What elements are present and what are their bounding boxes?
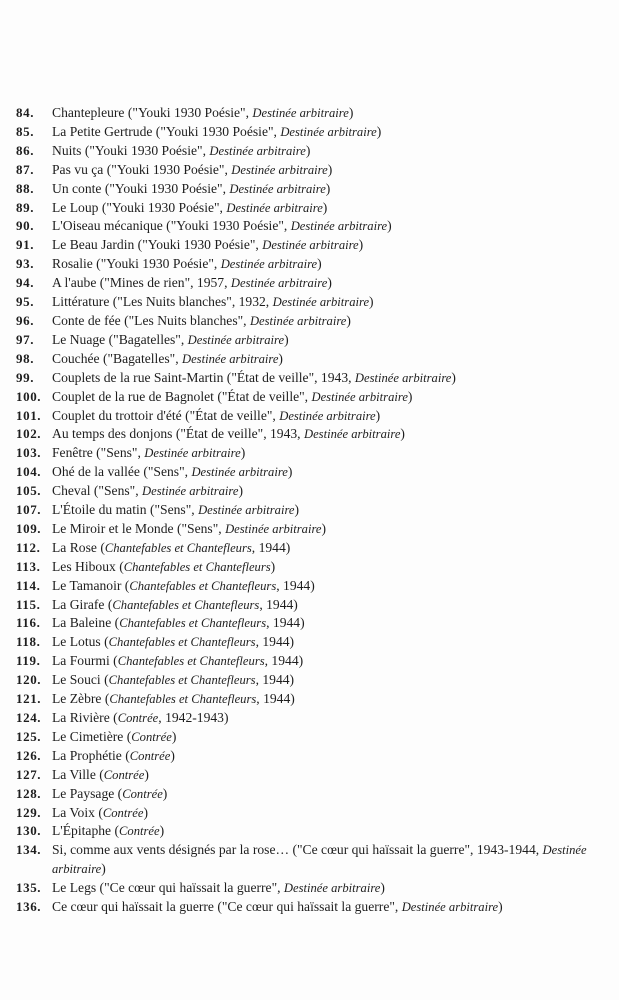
entry-text-part: Le Tamanoir ( [52,577,130,593]
source-title: Destinée arbitraire [187,332,285,347]
list-item [16,123,613,142]
entry-text-part: L'Étoile du matin ("Sens", [52,502,199,518]
entry-number: 125. [16,728,42,744]
source-title: Destinée arbitraire [252,106,349,120]
source-title: Destinée arbitraire [231,162,328,177]
entry-text [52,199,613,218]
entry-number: 105. [16,483,42,499]
entry-text-part: ) [376,123,382,139]
source-title: Destinée arbitraire [283,881,381,896]
list-item [16,728,613,747]
source-title: Chantefables et Chantefleurs [117,654,265,669]
source-title: Chantefables et Chantefleurs [119,616,267,631]
source-title: Destinée arbitraire [401,900,499,915]
entry-text-part: La Prophétie ( [52,747,130,763]
list-item [16,898,613,917]
list-item [16,463,613,482]
entry-text-part: La Voix ( [52,804,103,820]
entry-text-part: Littérature ("Les Nuits blanches", 1932, [52,294,273,310]
list-item [16,388,613,407]
source-title: Destinée arbitraire [220,257,318,272]
entry-text-part: , 1942-1943) [158,710,229,725]
list-item [16,180,613,199]
list-item [16,671,613,690]
entry-text [52,217,613,236]
entry-text [52,804,613,823]
source-title: Contrée [102,805,144,820]
list-item [16,293,613,312]
list-item [16,690,613,709]
entry-number: 109. [16,520,42,536]
entry-text [52,841,613,879]
entry-text-part: ) [321,520,327,536]
entry-text-part: Le Cimetière ( [52,728,132,744]
entry-text-part: La Petite Gertrude ("Youki 1930 Poésie", [52,123,281,139]
entry-text-part: , 1944) [264,653,304,669]
entry-text-part: ) [238,483,243,499]
list-item [16,633,613,652]
entry-number: 115. [16,596,41,612]
entry-text [52,425,613,444]
entry-text [52,539,613,558]
entry-text-part: L'Oiseau mécanique ("Youki 1930 Poésie", [52,218,291,234]
entry-text-part: ) [287,464,293,480]
entry-number: 124. [16,710,42,725]
entry-text [52,142,613,161]
list-item [16,331,613,350]
entry-number: 84. [16,105,35,120]
entry-text-part: La Rivière ( [52,710,118,725]
list-item [16,236,613,255]
entry-number: 129. [16,804,42,820]
source-title: Chantefables et Chantefleurs [129,578,277,593]
list-item [16,161,613,180]
entry-text-part: Un conte ("Youki 1930 Poésie", [52,180,230,196]
list-item [16,444,613,463]
source-title: Destinée arbitraire [303,427,401,442]
entry-text-part: , 1944) [255,672,295,688]
list-item [16,804,613,823]
entry-text-part: Ohé de la vallée ("Sens", [52,464,192,480]
source-title: Destinée arbitraire [262,238,359,253]
source-title: Contrée [122,786,163,801]
entry-text-part: Les Hiboux ( [52,558,124,574]
entry-text-part: Couplet du trottoir d'été ("État de veille", [52,407,280,423]
source-title: Destinée arbitraire [142,484,239,499]
entry-text [52,331,613,350]
entry-text-part: ) [327,275,332,291]
entry-number: 116. [16,615,41,631]
list-item [16,596,613,615]
entry-text-part: ) [162,785,168,801]
entry-text-part: Chantepleure ("Youki 1930 Poésie", [52,105,253,120]
list-item [16,577,613,596]
entry-text [52,123,613,142]
entry-text-part: Fenêtre ("Sens", [52,445,145,461]
entry-text [52,274,613,293]
entry-number: 126. [16,747,42,763]
list-item [16,312,613,331]
source-title: Destinée arbitraire [182,351,279,366]
entry-text-part: A l'aube ("Mines de rien", 1957, [52,275,231,291]
list-item [16,841,613,879]
list-item [16,709,613,728]
entry-text [52,388,613,407]
list-item [16,350,613,369]
entry-text-part: ) [380,880,385,896]
entry-text [52,350,613,369]
source-title: Chantefables et Chantefleurs [112,597,260,612]
entry-text-part: Le Paysage ( [52,785,123,801]
list-item [16,558,613,577]
entry-text-part: ) [400,426,405,442]
source-title: Destinée arbitraire [280,124,377,139]
entry-number: 85. [16,123,35,139]
entry-text-part: Rosalie ("Youki 1930 Poésie", [52,256,221,272]
entry-text-part: ) [369,294,374,310]
entry-text-part: ) [284,331,289,347]
entry-text-part: La Rose ( [52,539,105,555]
entry-text [52,293,613,312]
entry-number: 98. [16,350,35,366]
entry-text [52,501,613,520]
list-item [16,255,613,274]
entry-number: 107. [16,502,42,518]
entry-text-part: Le Lotus ( [52,634,109,650]
list-item [16,482,613,501]
entry-number: 121. [16,691,42,707]
entry-text [52,766,613,785]
entry-text [52,520,613,539]
entry-number: 118. [16,634,41,650]
entry-text-part: Conte de fée ("Les Nuits blanches", [52,312,250,328]
entry-text-part: ) [305,142,311,158]
entry-text-part: La Ville ( [52,766,104,782]
entry-text [52,482,613,501]
entry-text-part: Le Nuage ("Bagatelles", [52,331,188,347]
entry-text [52,671,613,690]
entry-text-part: Au temps des donjons ("État de veille", 1943, [52,426,304,442]
entry-text-part: Couplets de la rue Saint-Martin ("État de veille", 1943, [52,369,355,385]
entry-number: 113. [16,558,41,574]
entry-text [52,463,613,482]
entry-text [52,444,613,463]
entry-text-part: Nuits ("Youki 1930 Poésie", [52,142,210,158]
entry-text-part: , 1944) [259,596,298,612]
list-item [16,142,613,161]
entry-text [52,709,613,728]
entry-text-part: La Baleine ( [52,615,120,631]
source-title: Destinée arbitraire [191,465,288,480]
entry-text-part: Le Legs ("Ce cœur qui haïssait la guerre", [52,880,284,896]
entry-text-part: Pas vu ça ("Youki 1930 Poésie", [52,161,232,177]
list-item [16,369,613,388]
entry-text [52,180,613,199]
entry-number: 101. [16,407,42,423]
source-title: Destinée arbitraire [226,200,323,215]
entry-text [52,104,613,123]
entry-text [52,785,613,804]
source-title: Destinée arbitraire [311,389,408,404]
entry-text-part: L'Épitaphe ( [52,823,119,839]
entry-text-part: ) [294,502,300,518]
entry-text [52,255,613,274]
list-item [16,199,613,218]
entry-text-part: La Fourmi ( [52,653,118,669]
entry-text [52,577,613,596]
entry-number: 112. [16,539,41,555]
entry-number: 97. [16,331,35,347]
entry-number: 119. [16,653,41,669]
entry-text-part: Le Beau Jardin ("Youki 1930 Poésie", [52,237,263,253]
entry-text-part: Si, comme aux vents désignés par la rose… ("Ce cœur qui haïssait la guerre", 1943-1944, [52,842,543,858]
source-title: Destinée arbitraire [279,408,376,423]
source-title: Chantefables et Chantefleurs [108,635,256,650]
source-title: Contrée [119,824,160,839]
entry-text-part: Le Souci ( [52,672,109,688]
entry-text-part: ) [322,199,328,215]
entry-text [52,633,613,652]
entry-text-part: , 1944) [276,577,315,593]
source-title: Destinée arbitraire [229,181,326,196]
entry-text-part: Couplet de la rue de Bagnolet ("État de veille", [52,388,312,404]
entry-number: 95. [16,294,35,310]
source-title: Contrée [117,711,159,725]
entry-text [52,652,613,671]
entry-text [52,407,613,426]
source-title: Destinée arbitraire [354,370,452,385]
entry-text [52,236,613,255]
entry-number: 103. [16,445,42,461]
entry-number: 127. [16,766,42,782]
entry-text-part: , 1944) [251,539,291,555]
list-item [16,501,613,520]
entry-text-part: Le Zèbre ( [52,691,110,707]
entry-text-part: ) [278,350,283,366]
entry-text-part: , 1944) [255,634,295,650]
entry-text-part: , 1944) [256,691,295,707]
poem-index-list [16,104,613,917]
entry-number: 102. [16,426,42,442]
entry-number: 89. [16,199,35,215]
source-title: Destinée arbitraire [209,143,306,158]
list-item [16,520,613,539]
entry-number: 94. [16,275,35,291]
source-title: Destinée arbitraire [290,219,388,234]
entry-number: 134. [16,842,42,858]
entry-text-part: ) [325,180,331,196]
entry-number: 86. [16,142,35,158]
entry-number: 130. [16,823,42,839]
source-title: Chantefables et Chantefleurs [108,673,256,688]
entry-text-part: ) [171,728,177,744]
entry-number: 100. [16,388,42,404]
entry-text-part: ) [143,804,148,820]
entry-text [52,898,613,917]
entry-text-part: ) [498,899,503,915]
source-title: Contrée [129,748,171,763]
list-item [16,614,613,633]
source-title: Destinée arbitraire [225,521,322,536]
entry-text-part: ) [348,105,354,120]
entry-text-part: , 1944) [266,615,305,631]
source-title: Chantefables et Chantefleurs [104,540,252,555]
list-item [16,217,613,236]
entry-text [52,747,613,766]
entry-text [52,614,613,633]
entry-number: 90. [16,218,35,234]
source-title: Chantefables et Chantefleurs [123,559,271,574]
entry-number: 96. [16,312,35,328]
entry-number: 93. [16,256,35,272]
source-title: Destinée arbitraire [144,446,241,461]
entry-text-part: Le Miroir et le Monde ("Sens", [52,520,226,536]
entry-text-part: ) [327,161,333,177]
entry-text-part: ) [387,218,392,234]
entry-number: 136. [16,899,42,915]
source-title: Chantefables et Chantefleurs [109,692,257,707]
entry-text-part: ) [240,445,246,461]
source-title: Contrée [131,729,172,744]
list-item [16,747,613,766]
entry-text-part: Le Loup ("Youki 1930 Poésie", [52,199,227,215]
entry-text-part: ) [317,256,322,272]
entry-text [52,879,613,898]
list-item [16,652,613,671]
entry-text [52,312,613,331]
source-title: Destinée arbitraire [52,843,587,877]
entry-number: 114. [16,577,41,593]
entry-number: 91. [16,237,35,253]
source-title: Destinée arbitraire [249,313,347,328]
list-item [16,104,613,123]
list-item [16,539,613,558]
entry-text-part: ) [346,312,351,328]
entry-text [52,161,613,180]
entry-text-part: La Girafe ( [52,596,113,612]
entry-number: 88. [16,180,35,196]
entry-number: 99. [16,369,35,385]
entry-text [52,728,613,747]
list-item [16,274,613,293]
entry-text [52,596,613,615]
entry-number: 87. [16,161,35,177]
source-title: Contrée [103,767,145,782]
source-title: Destinée arbitraire [230,276,328,291]
list-item [16,822,613,841]
entry-text-part: Couchée ("Bagatelles", [52,350,182,366]
entry-number: 135. [16,880,42,896]
entry-text [52,822,613,841]
entry-text-part: ) [170,747,175,763]
entry-text-part: ) [101,861,106,877]
list-item [16,407,613,426]
source-title: Destinée arbitraire [198,503,295,518]
entry-text [52,558,613,577]
entry-text-part: Ce cœur qui haïssait la guerre ("Ce cœur qui haïssait la guerre", [52,899,402,915]
entry-number: 128. [16,785,42,801]
entry-text [52,369,613,388]
entry-text-part: ) [407,388,413,404]
entry-number: 104. [16,464,42,480]
entry-number: 120. [16,672,42,688]
list-item [16,425,613,444]
list-item [16,879,613,898]
list-item [16,785,613,804]
source-title: Destinée arbitraire [272,295,370,310]
entry-text [52,690,613,709]
entry-text-part: ) [375,407,381,423]
entry-text-part: ) [451,369,456,385]
entry-text-part: ) [270,558,276,574]
entry-text-part: ) [358,237,364,253]
entry-text-part: ) [144,766,149,782]
list-item [16,766,613,785]
entry-text-part: Cheval ("Sens", [52,483,143,499]
entry-text-part: ) [159,823,165,839]
